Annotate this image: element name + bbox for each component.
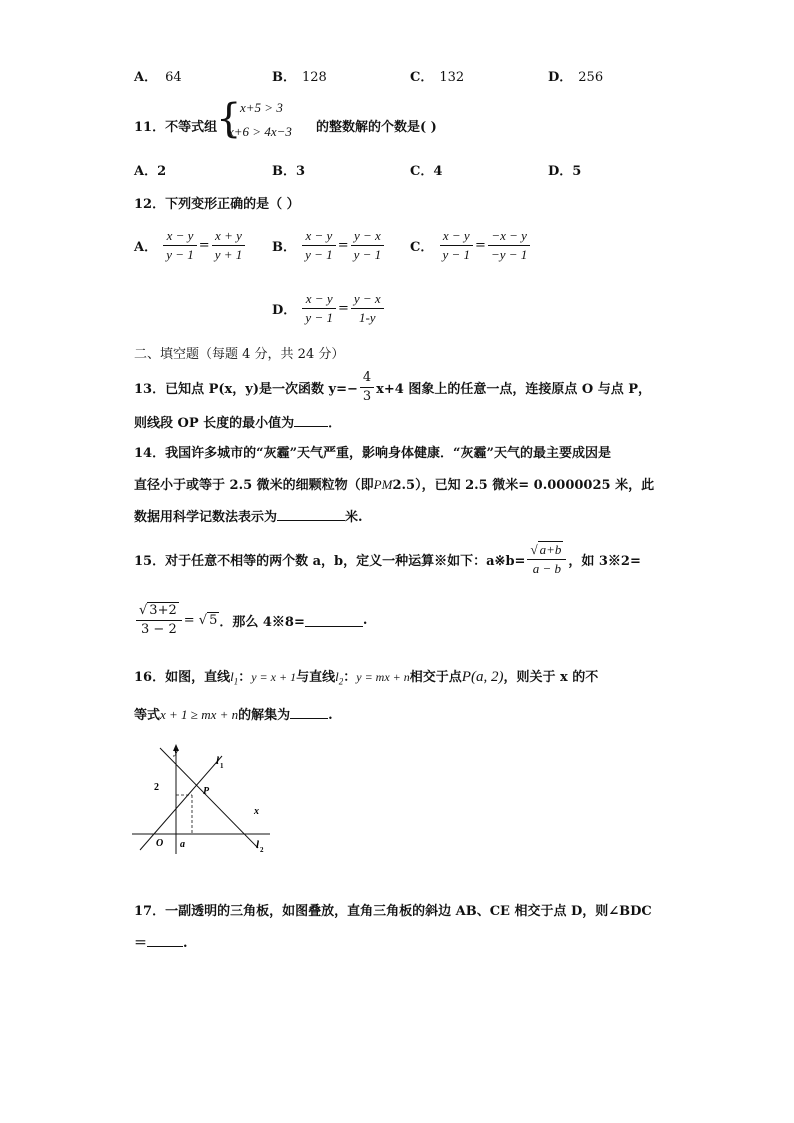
q11-ineq-2: x+6 > 4x−3 [228,124,292,139]
q11-option-b: B．3 [272,164,306,179]
label-a: a [180,839,185,850]
q17-line-2: ＝ . [134,936,188,951]
q11-ineq-1: x+5 > 3 [240,100,283,115]
q11-option-d: D．5 [548,164,582,179]
label-l2-sub: 2 [260,846,264,854]
q12-stem: 12．下列变形正确的是（ ） [134,197,300,212]
q16-graph [130,742,280,857]
q15-line-1: 15．对于任意不相等的两个数 a，b，定义一种运算※如下：a※b= $\frac{√ a+b}{a - b}$ ，如 3※2= [134,542,641,576]
label-2: 2 [154,782,159,793]
q13-line-2: 则线段 OP 长度的最小值为 ． [134,416,342,431]
q11-stem: 11．不等式组 [134,120,218,135]
q16-line-1: 16．如图，直线$l_1$：y = x + 1与直线$l_2$：y = mx + n相交于点P(a, 2)，则关于 x 的不 [134,669,599,687]
q11-brace: { [216,96,242,142]
label-l1-sub: 1 [220,762,224,770]
q10-option-b: B． 128 [272,70,327,85]
q10-option-d: D． 256 [548,70,604,85]
q12-option-b: B． $\frac{x - y}{y - 1}$ = $\frac{y - x}{y - 1}$ [272,228,386,263]
label-l2: l [256,839,260,851]
q12-option-c: C． $\frac{x - y}{y - 1}$ = $\frac{-x - y}{-y - 1}$ [410,228,532,263]
label-x: x [254,806,259,817]
q10-option-a: A． 64 [134,70,182,85]
label-l1: l [216,755,220,767]
line-l2 [160,748,258,848]
q12-option-d: D． $\frac{x - y}{y - 1}$ = $\frac{y - x}{1-y}$ [272,291,386,326]
q12-option-a: A． $\frac{x - y}{y - 1}$ = $\frac{x + y}{y + 1}$ [134,228,247,263]
q14-line-1: 14．我国许多城市的“灰霾”天气严重，影响身体健康．“灰霾”天气的最主要成因是 [134,446,612,461]
q14-line-3: 数据用科学记数法表示为 米. [134,510,363,525]
q16-line-2: 等式x + 1 ≥ mx + n的解集为 . [134,707,333,723]
q15-line-2: $\frac{√ 3+2}{3 - 2}$ = √ 5 ．那么 4※8= . [134,603,367,638]
q10-option-c: C． 132 [410,70,465,85]
q14-line-2: 直径小于或等于 2.5 微米的细颗粒物（即PM2.5），已知 2.5 微米= 0.0000025 米，此 [134,477,655,493]
label-origin: O [156,838,164,849]
q13-line-1: 13．已知点 P(x，y)是一次函数 y=− $\frac{4}{3}$ x+4 图象上的任意一点，连接原点 O 与点 P， [134,370,652,404]
q11-option-c: C．4 [410,164,443,179]
q17-line-1: 17．一副透明的三角板，如图叠放，直角三角板的斜边 AB、CE 相交于点 D，则∠BDC [134,904,652,919]
q11-option-a: A．2 [134,164,167,179]
section-2-heading: 二、填空题（每题 4 分，共 24 分） [134,347,345,362]
q11-suffix: 的整数解的个数是( ) [316,120,437,135]
label-y: y [174,746,179,757]
label-p: P [203,786,210,797]
